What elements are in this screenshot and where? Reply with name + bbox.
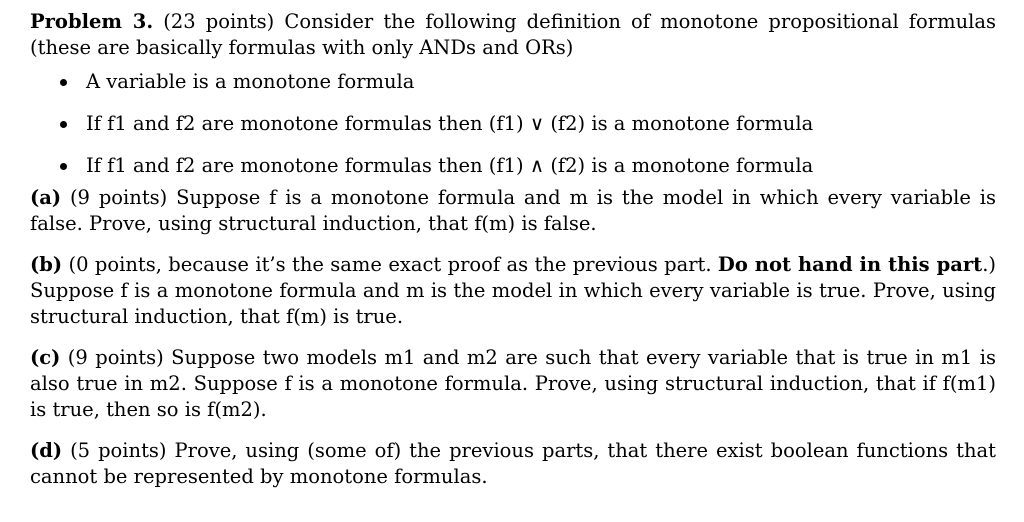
rule-item: If f1 and f2 are monotone formulas then (f1) ∧ (f2) is a monotone formula xyxy=(60,153,996,179)
part-a-text: (9 points) Suppose f is a monotone formula and m is the model in which every variable is false. Prove, using structural induction, that f(m) is false. xyxy=(30,186,996,235)
part-b-tail: .) Suppose f is a monotone formula and m is the model in which every variable is true. Prove, using structural induction, that f(m) is true. xyxy=(30,253,996,328)
part-c-label: (c) xyxy=(30,346,61,369)
part-b-lead: (0 points, because it’s the same exact proof as the previous part. xyxy=(68,253,712,276)
part-b-bold-note: Do not hand in this part xyxy=(717,253,983,276)
part-d-text: (5 points) Prove, using (some of) the previous parts, that there exist boolean functions that cannot be represented by monotone formulas. xyxy=(30,439,996,488)
part-c-text: (9 points) Suppose two models m1 and m2 are such that every variable that is true in m1 is also true in m2. Suppose f is a monotone formula. Prove, using structural induction, that if f(m1) is true, then so is f(m2). xyxy=(30,346,996,421)
problem-intro: (23 points) Consider the following definition of monotone propositional formulas (these are basically formulas with only ANDs and ORs) xyxy=(30,10,997,59)
problem-heading: Problem 3. xyxy=(30,10,154,33)
part-a xyxy=(30,185,996,237)
rules-list xyxy=(30,69,996,179)
part-b xyxy=(30,252,996,330)
part-d xyxy=(30,438,996,490)
problem-statement xyxy=(30,9,996,61)
part-c xyxy=(30,345,996,423)
part-d-label: (d) xyxy=(30,439,63,462)
rule-item: If f1 and f2 are monotone formulas then (f1) ∨ (f2) is a monotone formula xyxy=(60,111,996,137)
rule-item: A variable is a monotone formula xyxy=(60,69,996,95)
part-b-label: (b) xyxy=(30,253,63,276)
part-a-label: (a) xyxy=(30,186,62,209)
